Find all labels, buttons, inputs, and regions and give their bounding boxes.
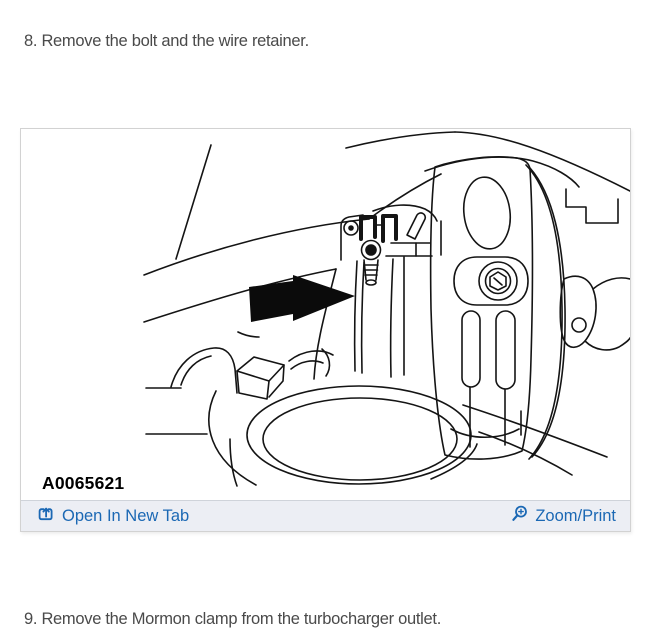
figure-panel: [20, 128, 631, 532]
diagram-line-art: [21, 129, 630, 500]
zoom-print-label: Zoom/Print: [535, 506, 616, 525]
open-in-new-tab-link[interactable]: [38, 506, 189, 527]
zoom-print-link[interactable]: [510, 505, 616, 528]
figure-image-area: [21, 129, 630, 500]
open-in-new-tab-icon: [38, 506, 55, 527]
pointer-arrow: [249, 275, 355, 322]
step-8-text: 8. Remove the bolt and the wire retainer.: [24, 32, 309, 50]
step-9-text: 9. Remove the Mormon clamp from the turbocharger outlet.: [24, 610, 441, 628]
magnifier-plus-icon: [510, 505, 528, 528]
open-in-new-tab-label: Open In New Tab: [62, 506, 190, 525]
figure-label: A0065621: [42, 473, 125, 493]
figure-toolbar: [21, 500, 630, 531]
